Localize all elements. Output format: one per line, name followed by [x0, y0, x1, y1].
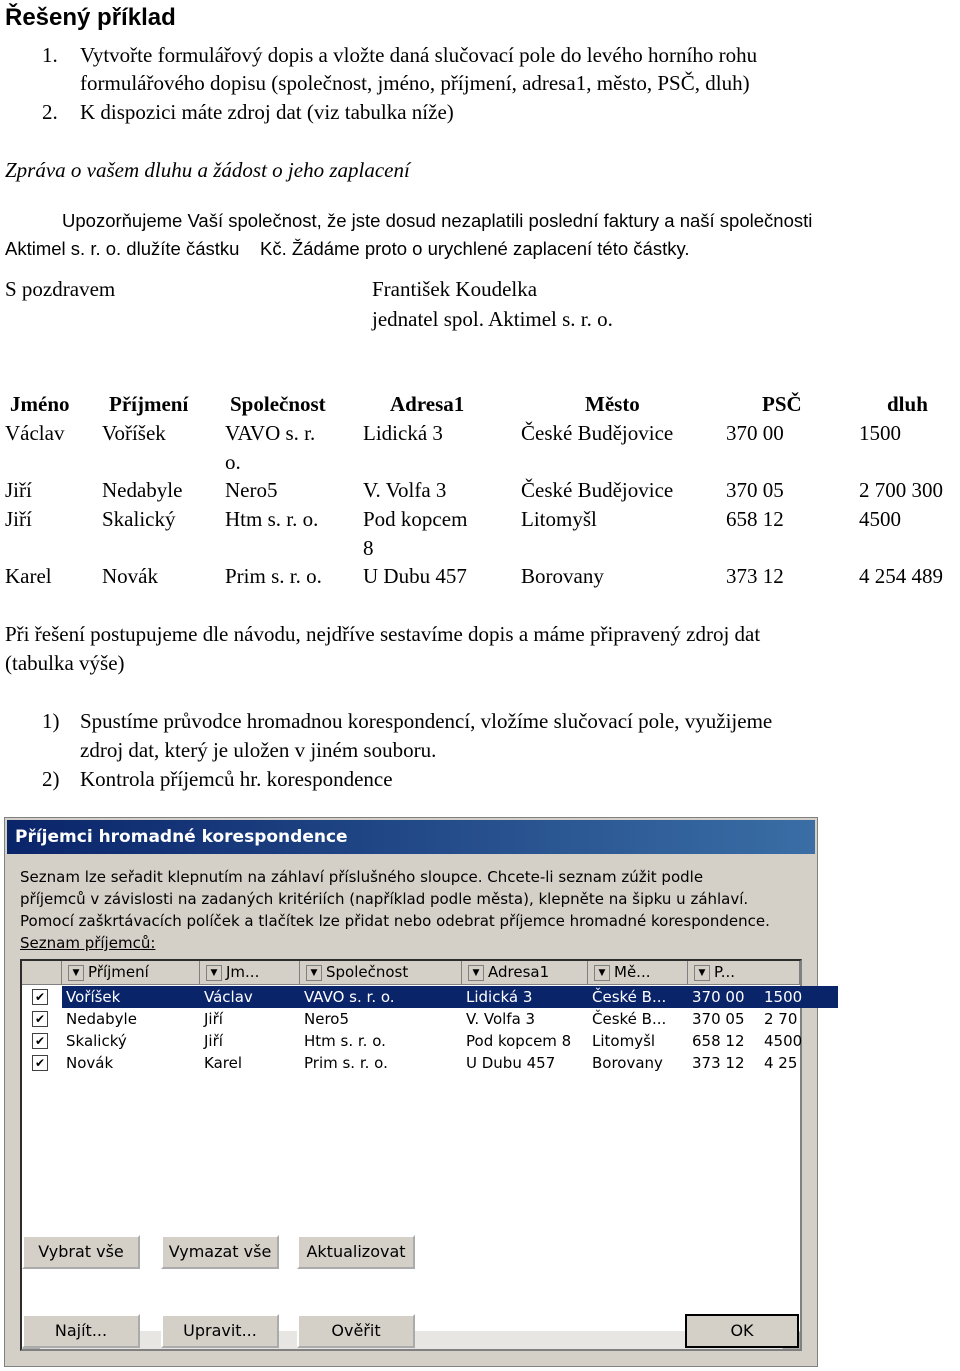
col-header-adresa1: Adresa1 — [390, 392, 465, 416]
cell-prijmeni: Nedabyle — [66, 1010, 137, 1028]
include-checkbox[interactable]: ✔ — [32, 1011, 48, 1027]
recipient-row[interactable] — [22, 986, 803, 1008]
column-header-psc[interactable] — [688, 961, 800, 985]
filter-arrow-icon[interactable]: ▼ — [206, 965, 222, 981]
table-cell: Voříšek — [102, 421, 166, 445]
filter-arrow-icon[interactable]: ▼ — [468, 965, 484, 981]
table-cell: 373 12 — [726, 564, 784, 588]
recipients-list-label: Seznam příjemců: — [20, 934, 156, 952]
cell-spolecnost: Nero5 — [304, 1010, 350, 1028]
cell-psc: 658 12 — [692, 1032, 745, 1050]
cell-dluh: 2 70 — [764, 1010, 798, 1028]
column-header-jmeno[interactable] — [200, 961, 300, 985]
table-cell: U Dubu 457 — [363, 564, 467, 588]
cell-adresa1: V. Volfa 3 — [466, 1010, 536, 1028]
recipient-row[interactable] — [22, 1030, 803, 1052]
task-1-number: 1. — [42, 43, 58, 67]
cell-spolecnost: VAVO s. r. o. — [304, 988, 395, 1006]
dialog-info-line-3: Pomocí zaškrtávacích políček a tlačítek lze přidat nebo odebrat příjemce hromadné korespondence. — [20, 912, 770, 930]
column-header-label: Adresa1 — [488, 963, 550, 981]
table-cell: České Budějovice — [521, 478, 674, 502]
table-cell: Litomyšl — [521, 507, 597, 531]
validate-button[interactable]: Ověřit — [297, 1314, 415, 1348]
table-cell-wrap: o. — [225, 450, 241, 474]
dialog-info-line-2: příjemců v závislosti na zadaných kritériích (například podle města), klepněte na šipku u záhlaví. — [20, 890, 749, 908]
filter-arrow-icon[interactable]: ▼ — [594, 965, 610, 981]
cell-adresa1: Pod kopcem 8 — [466, 1032, 572, 1050]
letter-title: Zpráva o vašem dluhu a žádost o jeho zaplacení — [5, 158, 410, 182]
cell-spolecnost: Prim s. r. o. — [304, 1054, 388, 1072]
table-cell: 1500 — [859, 421, 901, 445]
recipient-row[interactable] — [22, 1008, 800, 1030]
table-cell: VAVO s. r. — [225, 421, 316, 445]
dialog-titlebar[interactable] — [7, 820, 815, 854]
letter-line-2: Aktimel s. r. o. dlužíte částku Kč. Žádáme proto o urychlené zaplacení této částky. — [5, 238, 690, 259]
table-cell: Novák — [102, 564, 158, 588]
cell-mesto: Litomyšl — [592, 1032, 656, 1050]
col-header-psc: PSČ — [762, 392, 802, 416]
cell-mesto: Borovany — [592, 1054, 663, 1072]
step-2-number: 2) — [42, 767, 60, 791]
cell-prijmeni: Skalický — [66, 1032, 127, 1050]
recipients-list[interactable] — [20, 959, 802, 1351]
col-header-jmeno: Jméno — [10, 392, 70, 416]
step-1-line-2: zdroj dat, který je uložen v jiném souboru. — [80, 738, 437, 762]
cell-dluh: 4 25 — [764, 1054, 798, 1072]
include-checkbox[interactable]: ✔ — [32, 1055, 48, 1071]
table-cell: Nero5 — [225, 478, 278, 502]
find-button[interactable]: Najít... — [22, 1314, 140, 1348]
page-heading: Řešený příklad — [5, 4, 176, 31]
col-header-mesto: Město — [585, 392, 640, 416]
table-cell: Jiří — [5, 507, 32, 531]
refresh-button[interactable]: Aktualizovat — [297, 1235, 415, 1269]
header-checkbox-column[interactable] — [22, 961, 62, 985]
column-header-mesto[interactable] — [588, 961, 688, 985]
clear-all-button[interactable]: Vymazat vše — [161, 1235, 279, 1269]
col-header-dluh: dluh — [887, 392, 928, 416]
edit-button[interactable]: Upravit... — [161, 1314, 279, 1348]
task-2-number: 2. — [42, 100, 58, 124]
table-cell: Skalický — [102, 507, 176, 531]
cell-dluh: 1500 — [764, 988, 803, 1006]
cell-psc: 370 05 — [692, 1010, 745, 1028]
filter-arrow-icon[interactable]: ▼ — [306, 965, 322, 981]
table-cell: Karel — [5, 564, 52, 588]
table-cell: Jiří — [5, 478, 32, 502]
table-cell: 370 05 — [726, 478, 784, 502]
letter-line-1: Upozorňujeme Vaší společnost, že jste dosud nezaplatili poslední faktury a naší společnosti — [62, 210, 813, 231]
filter-arrow-icon[interactable]: ▼ — [68, 965, 84, 981]
column-header-label: Mě... — [614, 963, 651, 981]
table-cell: V. Volfa 3 — [363, 478, 447, 502]
cell-mesto: České B... — [592, 988, 667, 1006]
column-header-label: Společnost — [326, 963, 409, 981]
table-cell: Prim s. r. o. — [225, 564, 322, 588]
procedure-paragraph-line-2: (tabulka výše) — [5, 651, 125, 675]
table-cell: Htm s. r. o. — [225, 507, 319, 531]
table-cell-wrap: 8 — [363, 536, 374, 560]
select-all-button[interactable]: Vybrat vše — [22, 1235, 140, 1269]
step-2-line-1: Kontrola příjemců hr. korespondence — [80, 767, 393, 791]
greeting: S pozdravem — [5, 277, 116, 301]
include-checkbox[interactable]: ✔ — [32, 989, 48, 1005]
table-cell: Nedabyle — [102, 478, 183, 502]
table-cell: 370 00 — [726, 421, 784, 445]
column-header-label: Příjmení — [88, 963, 149, 981]
cell-jmeno: Karel — [204, 1054, 242, 1072]
cell-jmeno: Jiří — [204, 1010, 223, 1028]
dialog-title: Příjemci hromadné korespondence — [15, 827, 348, 847]
task-1-line-1: Vytvořte formulářový dopis a vložte daná slučovací pole do levého horního rohu — [80, 43, 758, 67]
cell-spolecnost: Htm s. r. o. — [304, 1032, 386, 1050]
table-cell: České Budějovice — [521, 421, 674, 445]
col-header-spolecnost: Společnost — [230, 392, 326, 416]
step-1-line-1: Spustíme průvodce hromadnou korespondencí, vložíme slučovací pole, využijeme — [80, 709, 773, 733]
dialog-info-line-1: Seznam lze seřadit klepnutím na záhlaví příslušného sloupce. Chcete-li seznam zúžit podle — [20, 868, 704, 886]
col-header-prijmeni: Příjmení — [109, 392, 189, 416]
signer-name: František Koudelka — [372, 277, 538, 301]
cell-dluh: 4500 — [764, 1032, 803, 1050]
table-cell: 4500 — [859, 507, 901, 531]
task-2-line-1: K dispozici máte zdroj dat (viz tabulka níže) — [80, 100, 454, 124]
cell-adresa1: U Dubu 457 — [466, 1054, 556, 1072]
ok-button[interactable]: OK — [685, 1314, 799, 1348]
table-cell: Václav — [5, 421, 65, 445]
signer-title: jednatel spol. Aktimel s. r. o. — [372, 307, 613, 331]
column-header-adresa1[interactable] — [462, 961, 588, 985]
filter-arrow-icon[interactable]: ▼ — [694, 965, 710, 981]
column-header-label: Jm... — [226, 963, 260, 981]
recipient-row[interactable] — [22, 1052, 800, 1074]
table-cell: 4 254 489 — [859, 564, 943, 588]
mail-merge-recipients-dialog — [4, 817, 818, 1367]
procedure-paragraph-line-1: Při řešení postupujeme dle návodu, nejdříve sestavíme dopis a máme připravený zdroj dat — [5, 622, 761, 646]
step-1-number: 1) — [42, 709, 60, 733]
task-1-line-2: formulářového dopisu (společnost, jméno, příjmení, adresa1, město, PSČ, dluh) — [80, 71, 750, 95]
table-cell: 2 700 300 — [859, 478, 943, 502]
cell-jmeno: Václav — [204, 988, 253, 1006]
table-cell: Borovany — [521, 564, 604, 588]
include-checkbox[interactable]: ✔ — [32, 1033, 48, 1049]
table-cell: Pod kopcem — [363, 507, 468, 531]
cell-psc: 373 12 — [692, 1054, 745, 1072]
cell-prijmeni: Voříšek — [66, 988, 121, 1006]
column-header-prijmeni[interactable] — [62, 961, 200, 985]
column-header-spolecnost[interactable] — [300, 961, 462, 985]
table-cell: 658 12 — [726, 507, 784, 531]
cell-prijmeni: Novák — [66, 1054, 114, 1072]
table-cell: Lidická 3 — [363, 421, 443, 445]
cell-psc: 370 00 — [692, 988, 745, 1006]
cell-adresa1: Lidická 3 — [466, 988, 533, 1006]
cell-mesto: České B... — [592, 1010, 667, 1028]
column-header-label: P... — [714, 963, 736, 981]
cell-jmeno: Jiří — [204, 1032, 223, 1050]
